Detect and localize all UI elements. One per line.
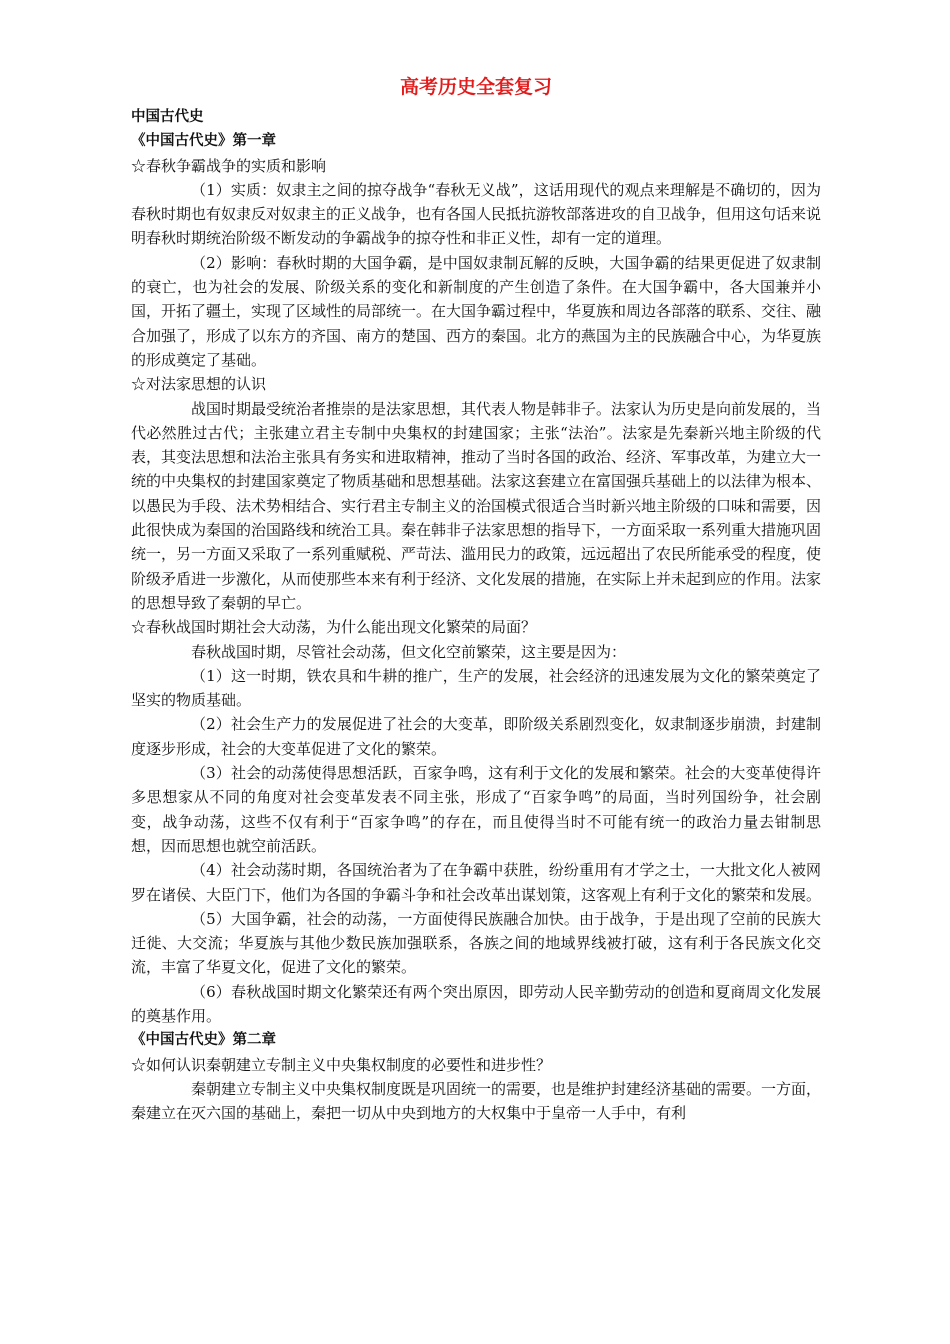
paragraph: （1）这一时期，铁农具和牛耕的推广，生产的发展，社会经济的迅速发展为文化的繁荣奠定了坚实的物质基础。: [131, 666, 821, 710]
paragraph: （4）社会动荡时期，各国统治者为了在争霸中获胜，纷纷重用有才学之士，一大批文化人被网罗在诸侯、大臣门下，他们为各国的争霸斗争和社会改革出谋划策，这客观上有利于文化的繁荣和发展。: [131, 861, 822, 904]
chapter-1-heading: 《中国古代史》第一章: [131, 133, 276, 150]
paragraph: （2）社会生产力的发展促进了社会的大变革，即阶级关系剧烈变化，奴隶制逐步崩溃，封建制度逐步形成，社会的大变革促进了文化的繁荣。: [131, 715, 821, 758]
paragraph: （5）大国争霸，社会的动荡，一方面使得民族融合加快。由于战争，于是出现了空前的民族大迁徙、大交流；华夏族与其他少数民族加强联系，各族之间的地域界线被打破，这有利于各民族文化交流，丰富了华夏文化，促进了文化的繁荣。: [131, 909, 821, 977]
chapter-2-heading: 《中国古代史》第二章: [131, 1032, 276, 1049]
section-heading: 中国古代史: [131, 109, 204, 125]
document-page: [131, 74, 821, 1125]
question-heading: ☆春秋争霸战争的实质和影响: [131, 156, 327, 175]
question-heading: ☆如何认识秦朝建立专制主义中央集权制度的必要性和进步性？: [131, 1055, 552, 1074]
paragraph: （6）春秋战国时期文化繁荣还有两个突出原因，即劳动人民辛勤劳动的创造和夏商周文化发展的奠基作用。: [131, 982, 821, 1025]
paragraph: （2）影响：春秋时期的大国争霸，是中国奴隶制瓦解的反映，大国争霸的结果更促进了奴隶制的衰亡，也为社会的发展、阶级关系的变化和新制度的产生创造了条件。在大国争霸中，各大国兼并小国，开拓了疆土，实现了区域性的局部统一。在大国争霸过程中，华夏族和周边各部落的联系、交往、融合加强了，形成了以东方的齐国、南方的楚国、西方的秦国。北方的燕国为主的民族融合中心，为华夏族的形成奠定了基础。: [131, 253, 822, 369]
paragraph: 秦朝建立专制主义中央集权制度既是巩固统一的需要，也是维护封建经济基础的需要。一方面，秦建立在灭六国的基础上，秦把一切从中央到地方的大权集中于皇帝一人手中，有利: [131, 1079, 822, 1123]
paragraph: （1）实质：奴隶主之间的掠夺战争“春秋无义战”，这话用现代的观点来理解是不确切的，因为春秋时期也有奴隶反对奴隶主的正义战争，也有各国人民抵抗游牧部落进攻的自卫战争，但用这句话来说明春秋时期统治阶级不断发动的争霸战争的掠夺性和非正义性，却有一定的道理。: [131, 180, 822, 248]
paragraph: 春秋战国时期，尽管社会动荡，但文化空前繁荣，这主要是因为：: [191, 642, 627, 661]
paragraph: 战国时期最受统治者推崇的是法家思想，其代表人物是韩非子。法家认为历史是向前发展的，当代必然胜过古代；主张建立君主专制中央集权的封建国家；主张“法治”。法家是先秦新兴地主阶级的代表，其变法思想和法治主张具有务实和进取精神，推动了当时各国的政治、经济、军事改革，为建立大一统的中央集权的封建国家奠定了物质基础和思想基础。法家这套建立在富国强兵基础上的以法律为根本、以愚民为手段、法术势相结合、实行君主专制主义的治国模式很适合当时新兴地主阶级的口味和需要，因此很快成为秦国的治国路线和统治工具。秦在韩非子法家思想的指导下，一方面采取一系列重大措施巩固统一，另一方面又采取了一系列重赋税、严苛法、滥用民力的政策，远远超出了农民所能承受的程度，使阶级矛盾进一步激化，从而使那些本来有利于经济、文化发展的措施，在实际上并未起到应的作用。法家的思想导致了秦朝的早亡。: [131, 399, 822, 612]
question-heading: ☆春秋战国时期社会大动荡，为什么能出现文化繁荣的局面？: [131, 618, 537, 637]
document-title: 高考历史全套复习: [399, 76, 552, 98]
question-heading: ☆对法家思想的认识: [131, 375, 267, 394]
paragraph: （3）社会的动荡使得思想活跃，百家争鸣，这有利于文化的发展和繁荣。社会的大变革使得许多思想家从不同的角度对社会变革发表不同主张，形成了“百家争鸣”的局面，当时列国纷争，社会剧变，战争动荡，这些不仅有利于“百家争鸣”的存在，而且使得当时不可能有统一的政治力量去钳制思想，因而思想也就空前活跃。: [131, 764, 821, 855]
